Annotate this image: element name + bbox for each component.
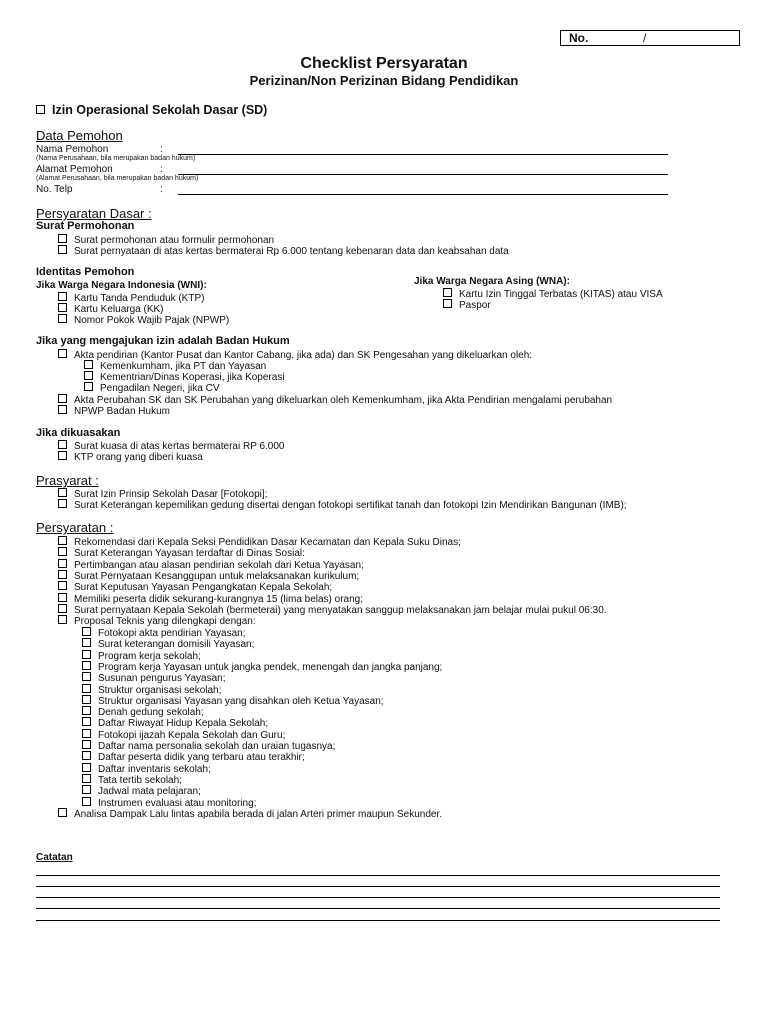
checkbox[interactable] <box>82 650 91 659</box>
catatan-line[interactable] <box>36 886 720 887</box>
checklist-item[interactable]: Surat pernyataan Kepala Sekolah (bermeterai) yang menyatakan sanggup melaksanakan jam belajar mulai pukul 06:30. <box>58 604 607 616</box>
checklist-item[interactable]: KTP orang yang diberi kuasa <box>58 451 203 463</box>
checkbox[interactable] <box>443 288 452 297</box>
checkbox[interactable] <box>58 615 67 624</box>
checklist-item[interactable]: NPWP Badan Hukum <box>58 405 170 417</box>
checkbox[interactable] <box>58 570 67 579</box>
checkbox[interactable] <box>58 234 67 243</box>
page-title: Checklist Persyaratan <box>300 55 468 72</box>
checkbox[interactable] <box>82 638 91 647</box>
checkbox[interactable] <box>82 627 91 636</box>
checkbox[interactable] <box>58 547 67 556</box>
checkbox[interactable] <box>443 299 452 308</box>
checkbox[interactable] <box>82 661 91 670</box>
checkbox[interactable] <box>82 763 91 772</box>
checklist-item[interactable]: Kartu Tanda Penduduk (KTP) <box>58 292 204 304</box>
checklist-item[interactable]: Fotokopi akta pendirian Yayasan; <box>82 627 246 639</box>
checklist-item[interactable]: Kartu Keluarga (KK) <box>58 303 164 315</box>
checkbox[interactable] <box>58 440 67 449</box>
checkbox[interactable] <box>82 785 91 794</box>
checkbox[interactable] <box>58 808 67 817</box>
checklist-item[interactable]: Pertimbangan atau alasan pendirian sekolah dari Ketua Yayasan; <box>58 559 364 571</box>
catatan-line[interactable] <box>36 920 720 921</box>
checkbox[interactable] <box>82 729 91 738</box>
checkbox[interactable] <box>58 349 67 358</box>
permit-option[interactable] <box>36 103 267 117</box>
alamat-label: Alamat Pemohon <box>36 164 113 175</box>
checkbox[interactable] <box>58 245 67 254</box>
telp-label: No. Telp <box>36 184 73 195</box>
checkbox[interactable] <box>36 105 45 114</box>
catatan-heading: Catatan <box>36 852 73 863</box>
prasyarat-heading: Prasyarat : <box>36 473 99 488</box>
checkbox[interactable] <box>58 303 67 312</box>
checklist-item[interactable]: Daftar peserta didik yang terbaru atau terakhir; <box>82 751 305 763</box>
persyaratan-dasar-heading: Persyaratan Dasar : <box>36 206 152 221</box>
checklist-item[interactable]: Program kerja Yayasan untuk jangka pendek, menengah dan jangka panjang; <box>82 661 442 673</box>
checkbox[interactable] <box>58 451 67 460</box>
checkbox[interactable] <box>58 488 67 497</box>
permit-label: Izin Operasional Sekolah Dasar (SD) <box>52 103 268 117</box>
colon: : <box>160 164 163 175</box>
alamat-input[interactable] <box>178 174 668 175</box>
checklist-item[interactable]: Kemenkumham, jika PT dan Yayasan <box>84 360 266 372</box>
checkbox[interactable] <box>58 593 67 602</box>
checkbox[interactable] <box>58 559 67 568</box>
checkbox[interactable] <box>82 672 91 681</box>
checklist-item[interactable]: Surat Izin Prinsip Sekolah Dasar [Fotokopi]; <box>58 488 267 500</box>
persyaratan-heading: Persyaratan : <box>36 520 114 535</box>
surat-heading: Surat Permohonan <box>36 220 135 232</box>
checklist-item[interactable]: Surat Keterangan Yayasan terdaftar di Dinas Sosial: <box>58 547 305 559</box>
checklist-item[interactable]: Fotokopi ijazah Kepala Sekolah dan Guru; <box>82 729 285 741</box>
checkbox[interactable] <box>58 314 67 323</box>
checklist-item[interactable]: Surat Pernyataan Kesanggupan untuk melaksanakan kurikulum; <box>58 570 359 582</box>
number-separator: / <box>643 31 647 45</box>
number-box[interactable] <box>560 30 740 46</box>
checklist-item[interactable]: Struktur organisasi Yayasan yang disahkan oleh Ketua Yayasan; <box>82 695 384 707</box>
catatan-line[interactable] <box>36 908 720 909</box>
checkbox[interactable] <box>84 360 93 369</box>
wni-heading: Jika Warga Negara Indonesia (WNI): <box>36 280 207 291</box>
checklist-item[interactable]: Surat pernyataan di atas kertas bermaterai Rp 6.000 tentang kebenaran data dan keabsahan data <box>58 245 509 257</box>
checklist-item[interactable]: Surat Keputusan Yayasan Pengangkatan Kepala Sekolah; <box>58 581 332 593</box>
checkbox[interactable] <box>82 695 91 704</box>
checklist-item[interactable]: Surat Keterangan kepemilikan gedung disertai dengan fotokopi sertifikat tanah dan fotokopi Izin Mendirikan Bangunan (IMB); <box>58 499 627 511</box>
nama-hint: (Nama Perusahaan, bila merupakan badan hukum) <box>36 155 196 162</box>
data-pemohon-heading: Data Pemohon <box>36 128 123 143</box>
nama-input[interactable] <box>178 154 668 155</box>
checklist-item[interactable]: Akta pendirian (Kantor Pusat dan Kantor Cabang, jika ada) dan SK Pengesahan yang dikeluarkan oleh: <box>58 349 532 361</box>
checkbox[interactable] <box>58 405 67 414</box>
checkbox[interactable] <box>58 499 67 508</box>
checklist-item[interactable]: Denah gedung sekolah; <box>82 706 204 718</box>
wna-heading: Jika Warga Negara Asing (WNA): <box>414 276 570 287</box>
colon: : <box>160 184 163 195</box>
checklist-item[interactable]: Kartu Izin Tinggal Terbatas (KITAS) atau VISA <box>443 288 663 300</box>
checkbox[interactable] <box>84 382 93 391</box>
catatan-line[interactable] <box>36 875 720 876</box>
checklist-item[interactable]: Jadwal mata pelajaran; <box>82 785 201 797</box>
checklist-item[interactable]: Tata tertib sekolah; <box>82 774 182 786</box>
checklist-item[interactable]: Proposal Teknis yang dilengkapi dengan: <box>58 615 256 627</box>
alamat-hint: (Alamat Perusahaan, bila merupakan badan hukum) <box>36 175 199 182</box>
number-label: No. <box>569 31 589 45</box>
colon: : <box>160 144 163 155</box>
catatan-line[interactable] <box>36 897 720 898</box>
checkbox[interactable] <box>58 604 67 613</box>
checkbox[interactable] <box>58 394 67 403</box>
checkbox[interactable] <box>82 797 91 806</box>
checklist-item[interactable]: Daftar Riwayat Hidup Kepala Sekolah; <box>82 717 268 729</box>
checkbox[interactable] <box>58 581 67 590</box>
checklist-item[interactable]: Pengadilan Negeri, jika CV <box>84 382 220 394</box>
checkbox[interactable] <box>58 536 67 545</box>
checklist-item[interactable]: Surat kuasa di atas kertas bermaterai RP 6.000 <box>58 440 284 452</box>
checklist-item[interactable]: Program kerja sekolah; <box>82 650 201 662</box>
dikuasakan-heading: Jika dikuasakan <box>36 427 121 439</box>
checklist-item[interactable]: Akta Perubahan SK dan SK Perubahan yang dikeluarkan oleh Kemenkumham, jika Akta Pendirian mengalami perubahan <box>58 394 612 406</box>
checkbox[interactable] <box>84 371 93 380</box>
page-subtitle: Perizinan/Non Perizinan Bidang Pendidikan <box>249 73 519 88</box>
badan-hukum-heading: Jika yang mengajukan izin adalah Badan Hukum <box>36 335 290 347</box>
checklist-item[interactable]: Daftar inventaris sekolah; <box>82 763 211 775</box>
checklist-item[interactable]: Memiliki peserta didik sekurang-kurangnya 15 (lima belas) orang; <box>58 593 363 605</box>
checkbox[interactable] <box>82 717 91 726</box>
checkbox[interactable] <box>82 684 91 693</box>
checkbox[interactable] <box>82 774 91 783</box>
checkbox[interactable] <box>82 706 91 715</box>
checklist-item[interactable]: Instrumen evaluasi atau monitoring; <box>82 797 256 809</box>
checklist-item[interactable]: Surat keterangan domisili Yayasan; <box>82 638 254 650</box>
checkbox[interactable] <box>82 751 91 760</box>
checklist-item[interactable]: Nomor Pokok Wajib Pajak (NPWP) <box>58 314 229 326</box>
checklist-item[interactable]: Susunan pengurus Yayasan; <box>82 672 226 684</box>
checklist-item[interactable]: Daftar nama personalia sekolah dan uraian tugasnya; <box>82 740 335 752</box>
identitas-heading: Identitas Pemohon <box>36 266 135 278</box>
checkbox[interactable] <box>58 292 67 301</box>
checklist-item[interactable]: Paspor <box>443 299 491 311</box>
checklist-item[interactable]: Struktur organisasi sekolah; <box>82 684 221 696</box>
checklist-item[interactable]: Surat permohonan atau formulir permohonan <box>58 234 274 246</box>
nama-label: Nama Pemohon <box>36 144 109 155</box>
telp-input[interactable] <box>178 194 668 195</box>
checkbox[interactable] <box>82 740 91 749</box>
checklist-item[interactable]: Kementrian/Dinas Koperasi, jika Koperasi <box>84 371 285 383</box>
checklist-item[interactable]: Analisa Dampak Lalu lintas apabila berada di jalan Arteri primer maupun Sekunder. <box>58 808 442 820</box>
checklist-item[interactable]: Rekomendasi dari Kepala Seksi Pendidikan Dasar Kecamatan dan Kepala Suku Dinas; <box>58 536 461 548</box>
